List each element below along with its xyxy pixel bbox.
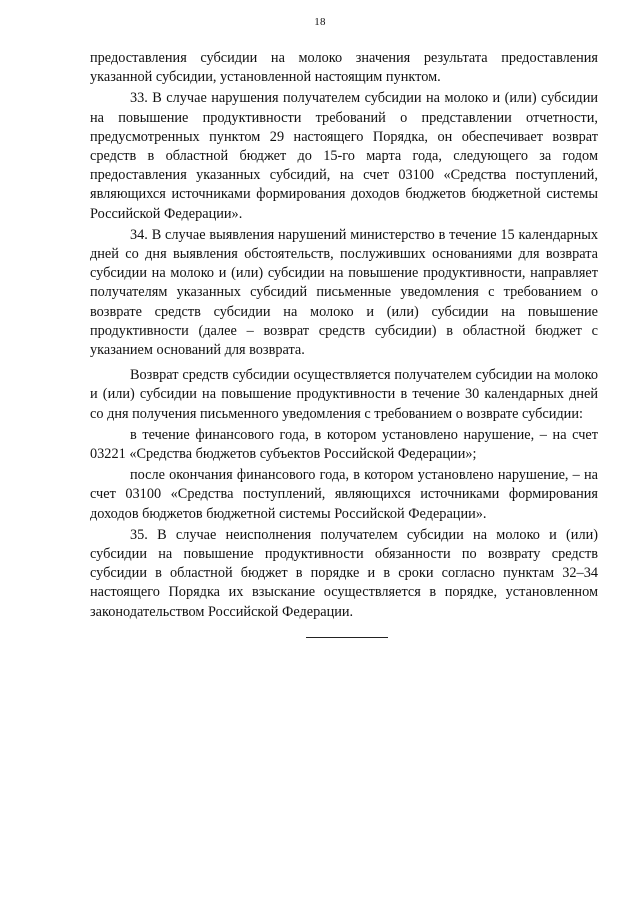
paragraph-refund-after-year: после окончания финансового года, в котором установлено нарушение, – на счет 03100 «Средства поступлений, являющихся источниками формирования доходов бюджетов бюджетной системы Российской Федерации». [90,467,598,522]
paragraph-refund-procedure: Возврат средств субсидии осуществляется получателем субсидии на молоко и (или) субсидии на повышение продуктивности в течение 30 календарных дней со дня получения письменного уведомления с требованием о возврате субсидии: [90,367,598,422]
paragraph-item-34: 34. В случае выявления нарушений министерство в течение 15 календарных дней со дня выявления обстоятельств, послуживших основаниями для возврата субсидии на молоко и (или) субсидии на повышение продуктивности, направляет получателям указанных субсидий письменные уведомления с требованием о возврате средств субсидии на молоко и (или) субсидии на повышение продуктивности (далее – возврат средств субсидии) в областной бюджет с указанием оснований для возврата. [90,226,598,359]
paragraph-item-35: 35. В случае неисполнения получателем субсидии на молоко и (или) субсидии на повышение продуктивности обязанности по возврату средств субсидии в областной бюджет в порядке и в сроки согласно пунктам 32–34 настоящего Порядка их взыскание осуществляется в порядке, установленном законодательством Российской Федерации. [90,526,598,620]
paragraph-item-33: 33. В случае нарушения получателем субсидии на молоко и (или) субсидии на повышение продуктивности требований о представлении отчетности, предусмотренных пунктом 29 настоящего Порядка, он обеспечивает возврат средств в областной бюджет до 15-го марта года, следующего за годом предоставления указанных субсидий, на счет 03100 «Средства поступлений, являющихся источниками формирования доходов бюджетов бюджетной системы Российской Федерации». [90,90,598,222]
document-body [90,49,598,622]
end-of-document-rule [306,637,388,638]
page-number: 18 [314,16,326,28]
paragraph-refund-current-year: в течение финансового года, в котором установлено нарушение, – на счет 03221 «Средства бюджетов субъектов Российской Федерации»; [90,426,598,463]
paragraph-continuation: предоставления субсидии на молоко значения результата предоставления указанной субсидии, установленной настоящим пунктом. [90,50,598,86]
